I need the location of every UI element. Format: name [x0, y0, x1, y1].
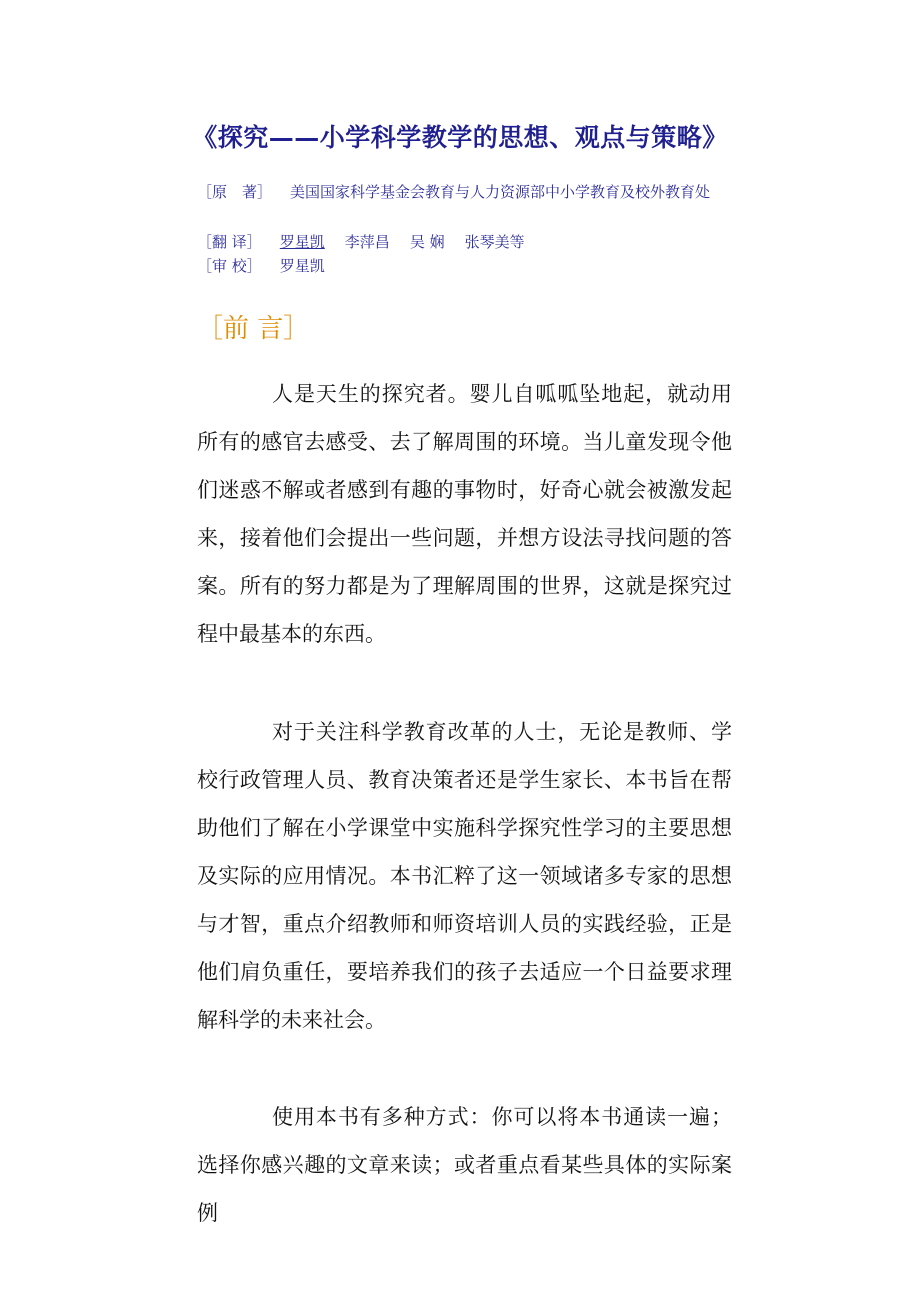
- body-paragraph: 使用本书有多种方式：你可以将本书通读一遍；选择你感兴趣的文章来读；或者重点看某些具体的实际案例: [197, 1105, 732, 1225]
- translator-line: [197, 230, 737, 254]
- translator-name: 吴 娴: [409, 233, 445, 251]
- original-author-label: ［原 著］: [197, 183, 273, 201]
- original-author-value: 美国国家科学基金会教育与人力资源部中小学教育及校外教育处: [290, 183, 711, 201]
- body-paragraph: 人是天生的探究者。婴儿自呱呱坠地起，就动用所有的感官去感受、去了解周围的环境。当儿童发现令他们迷惑不解或者感到有趣的事物时，好奇心就会被激发起来，接着他们会提出一些问题，并想方设法寻找问题的答案。所有的努力都是为了理解周围的世界，这就是探究过程中最基本的东西。: [197, 382, 732, 646]
- reviewer-line: [197, 254, 737, 278]
- translator-label: ［翻 译］: [197, 233, 262, 251]
- translator-name: 张琴美等: [464, 233, 525, 251]
- translator-name: 罗星凯: [279, 233, 325, 251]
- document-title: 《探究——小学科学教学的思想、观点与策略》: [192, 123, 728, 152]
- original-author-line: [197, 180, 737, 204]
- translator-name: 李萍昌: [344, 233, 390, 251]
- reviewer-value: 罗星凯: [279, 257, 325, 275]
- body-paragraph: 对于关注科学教育改革的人士，无论是教师、学校行政管理人员、教育决策者还是学生家长、本书旨在帮助他们了解在小学课堂中实施科学探究性学习的主要思想及实际的应用情况。本书汇粹了这一领域诸多专家的思想与才智，重点介绍教师和师资培训人员的实践经验，正是他们肩负重任，要培养我们的孩子去适应一个日益要求理解科学的未来社会。: [197, 720, 732, 1032]
- preface-heading: ［前 言］: [197, 314, 310, 344]
- reviewer-label: ［审 校］: [197, 257, 262, 275]
